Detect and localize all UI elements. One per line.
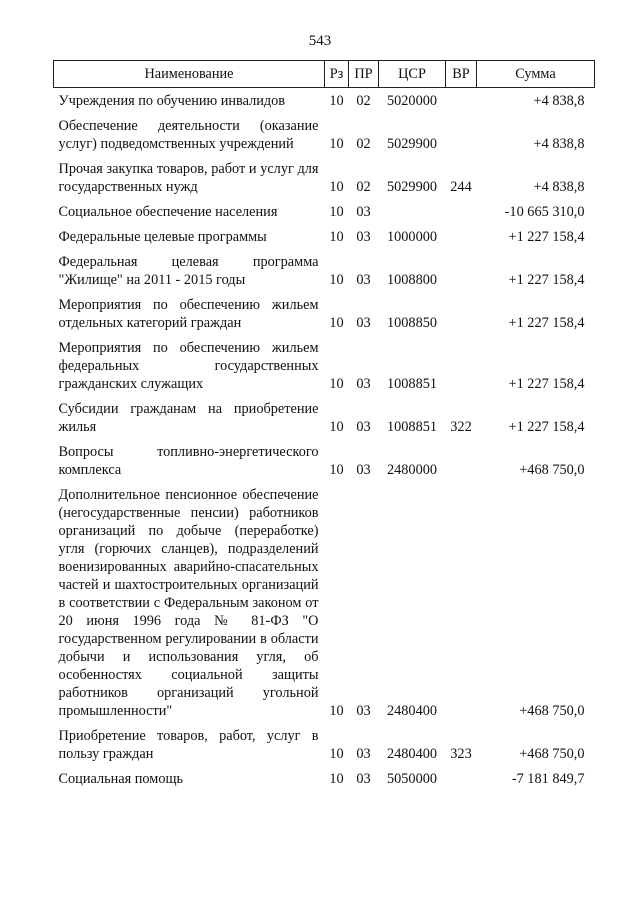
cell-vr xyxy=(446,248,477,291)
budget-table xyxy=(53,60,595,790)
cell-name: Федеральная целевая программа "Жилище" на 2011 - 2015 годы xyxy=(58,254,319,288)
cell-pr: 03 xyxy=(356,703,371,719)
cell-csr: 1008850 xyxy=(386,315,438,331)
cell-rz: 10 xyxy=(329,376,344,392)
cell-rz: 10 xyxy=(329,315,344,331)
cell-csr: 2480000 xyxy=(386,462,438,478)
cell-name: Социальная помощь xyxy=(58,771,184,787)
table-row xyxy=(54,198,595,223)
cell-csr: 5020000 xyxy=(386,93,438,109)
cell-name: Вопросы топливно-энергетического комплекса xyxy=(58,444,319,478)
header-rz: Рз xyxy=(325,61,349,88)
table-row xyxy=(54,88,595,113)
cell-rz: 10 xyxy=(329,179,344,195)
cell-csr: 1008851 xyxy=(386,376,438,392)
table-row xyxy=(54,395,595,438)
cell-rz: 10 xyxy=(329,462,344,478)
header-csr: ЦСР xyxy=(379,61,446,88)
table-row xyxy=(54,223,595,248)
table-row xyxy=(54,722,595,765)
cell-sum: +1 227 158,4 xyxy=(508,272,585,288)
cell-name: Обеспечение деятельности (оказание услуг) подведомственных учреждений xyxy=(58,118,319,152)
header-pr: ПР xyxy=(349,61,379,88)
cell-sum: +1 227 158,4 xyxy=(508,419,585,435)
cell-sum: +1 227 158,4 xyxy=(508,229,585,245)
table-row xyxy=(54,248,595,291)
cell-sum: +468 750,0 xyxy=(519,462,585,478)
cell-name: Приобретение товаров, работ, услуг в пользу граждан xyxy=(58,728,319,762)
cell-csr: 5050000 xyxy=(386,771,438,787)
cell-csr: 5029900 xyxy=(386,136,438,152)
cell-vr xyxy=(446,223,477,248)
cell-vr: 322 xyxy=(450,419,472,435)
cell-sum: -10 665 310,0 xyxy=(504,204,585,220)
cell-rz: 10 xyxy=(329,136,344,152)
table-row xyxy=(54,155,595,198)
cell-pr: 02 xyxy=(356,93,371,109)
cell-name: Дополнительное пенсионное обеспечение (негосударственные пенсии) работников организаций по добыче (переработке) угля (горючих сланцев), подразделений военизированных аварийно-спасательных частей и шахтостроительных организаций в соответствии с Федеральным законом от 20 июня 1996 года № 81-ФЗ "О государственном регулировании в области добычи и использования угля, об особенностях социальной защиты работников организаций угольной промышленности" xyxy=(58,487,319,719)
cell-name: Прочая закупка товаров, работ и услуг для государственных нужд xyxy=(58,161,319,195)
cell-vr xyxy=(446,198,477,223)
table-row xyxy=(54,334,595,395)
cell-name: Мероприятия по обеспечению жильем федеральных государственных гражданских служащих xyxy=(58,340,319,392)
cell-csr: 2480400 xyxy=(386,703,438,719)
cell-name: Социальное обеспечение населения xyxy=(58,204,278,220)
cell-vr: 244 xyxy=(450,179,472,195)
table-row xyxy=(54,112,595,155)
cell-csr xyxy=(379,198,446,223)
cell-vr xyxy=(446,112,477,155)
cell-sum: +1 227 158,4 xyxy=(508,315,585,331)
cell-vr: 323 xyxy=(450,746,472,762)
cell-pr: 03 xyxy=(356,462,371,478)
cell-rz: 10 xyxy=(329,229,344,245)
header-vr: ВР xyxy=(446,61,477,88)
table-row xyxy=(54,765,595,790)
cell-name: Мероприятия по обеспечению жильем отдельных категорий граждан xyxy=(58,297,319,331)
cell-csr: 1008800 xyxy=(386,272,438,288)
cell-csr: 1008851 xyxy=(386,419,438,435)
table-row xyxy=(54,291,595,334)
cell-sum: +1 227 158,4 xyxy=(508,376,585,392)
cell-sum: +468 750,0 xyxy=(519,746,585,762)
cell-sum: +4 838,8 xyxy=(533,93,585,109)
cell-pr: 03 xyxy=(356,229,371,245)
cell-rz: 10 xyxy=(329,746,344,762)
cell-pr: 03 xyxy=(356,315,371,331)
cell-name: Федеральные целевые программы xyxy=(58,229,267,245)
cell-vr xyxy=(446,481,477,722)
header-name: Наименование xyxy=(54,61,325,88)
cell-pr: 03 xyxy=(356,746,371,762)
cell-vr xyxy=(446,438,477,481)
page-number: 543 xyxy=(308,33,332,49)
cell-csr: 5029900 xyxy=(386,179,438,195)
cell-rz: 10 xyxy=(329,771,344,787)
table-row xyxy=(54,481,595,722)
cell-rz: 10 xyxy=(329,204,344,220)
cell-sum: +468 750,0 xyxy=(519,703,585,719)
cell-pr: 02 xyxy=(356,136,371,152)
cell-pr: 03 xyxy=(356,272,371,288)
cell-pr: 02 xyxy=(356,179,371,195)
cell-pr: 03 xyxy=(356,419,371,435)
header-sum: Сумма xyxy=(477,61,595,88)
table-row xyxy=(54,438,595,481)
cell-name: Субсидии гражданам на приобретение жилья xyxy=(58,401,319,435)
cell-vr xyxy=(446,765,477,790)
cell-vr xyxy=(446,88,477,113)
cell-name: Учреждения по обучению инвалидов xyxy=(58,93,286,109)
cell-pr: 03 xyxy=(356,376,371,392)
cell-pr: 03 xyxy=(356,771,371,787)
cell-rz: 10 xyxy=(329,93,344,109)
cell-pr: 03 xyxy=(356,204,371,220)
cell-rz: 10 xyxy=(329,419,344,435)
cell-rz: 10 xyxy=(329,272,344,288)
cell-csr: 1000000 xyxy=(386,229,438,245)
cell-vr xyxy=(446,291,477,334)
cell-sum: +4 838,8 xyxy=(533,179,585,195)
cell-vr xyxy=(446,334,477,395)
cell-rz: 10 xyxy=(329,703,344,719)
cell-sum: -7 181 849,7 xyxy=(511,771,585,787)
cell-sum: +4 838,8 xyxy=(533,136,585,152)
cell-csr: 2480400 xyxy=(386,746,438,762)
table-body xyxy=(54,88,595,791)
table-header xyxy=(54,61,595,88)
